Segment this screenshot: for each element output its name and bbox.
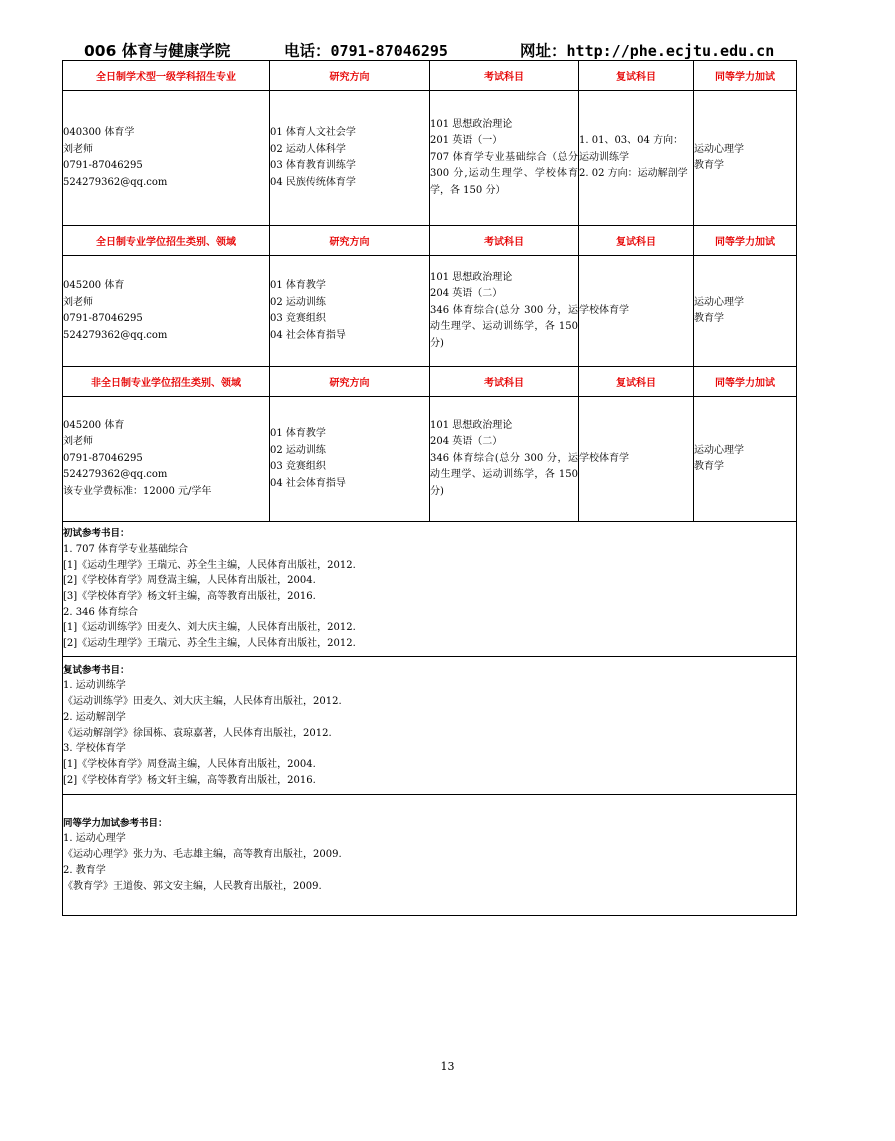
text-line: [1]《学校体育学》周登嵩主编，人民体育出版社，2004.	[63, 758, 316, 770]
text-line: 04 社会体育指导	[270, 329, 346, 341]
header-direction: 研究方向	[270, 61, 430, 91]
direction-cell	[270, 91, 430, 226]
section-content-row	[63, 397, 797, 522]
text-line: 346 体育综合(总分 300 分，运动生理学、运动训练学，各 150 分)	[430, 452, 578, 497]
header-exam: 考试科目	[430, 61, 579, 91]
section-content-row	[63, 91, 797, 226]
text-line: 01 体育教学	[270, 428, 326, 439]
text-line: 04 民族传统体育学	[270, 176, 356, 188]
retest-cell	[579, 256, 694, 367]
text-line: [1]《运动训练学》田麦久、刘大庆主编，人民体育出版社，2012.	[63, 622, 356, 634]
header-retest: 复试科目	[579, 61, 694, 91]
header-retest: 复试科目	[579, 367, 694, 397]
retest-cell	[579, 397, 694, 522]
text-line: 《运动训练学》田麦久、刘大庆主编，人民体育出版社，2012.	[63, 696, 342, 708]
exam-cell	[430, 256, 579, 367]
text-line: 学校体育学	[579, 452, 629, 464]
text-line: 该专业学费标准：12000 元/学年	[63, 485, 212, 497]
text-line: 03 竞赛组织	[270, 461, 326, 472]
text-line: 204 英语（二）	[430, 436, 503, 448]
text-line: 2. 346 体育综合	[63, 606, 138, 618]
header-major: 全日制学术型一级学科招生专业	[63, 61, 270, 91]
extra-cell	[694, 91, 797, 226]
text-line: 《教育学》王道俊、郭文安主编，人民教育出版社，2009.	[63, 880, 322, 892]
text-line: 04 社会体育指导	[270, 477, 346, 489]
initial-books-list	[63, 542, 796, 652]
header-extra: 同等学力加试	[694, 226, 797, 256]
text-line: 2. 运动解剖学	[63, 711, 126, 723]
direction-cell	[270, 256, 430, 367]
retest-cell	[579, 91, 694, 226]
extra-books-row	[63, 795, 797, 916]
section-header-row	[63, 226, 797, 256]
text-line: 教育学	[694, 461, 724, 472]
initial-books-row	[63, 522, 797, 657]
retest-books-title: 复试参考书目：	[63, 664, 130, 676]
text-line: 教育学	[694, 160, 724, 171]
text-line: 204 英语（二）	[430, 288, 503, 300]
text-line: 1. 707 体育学专业基础综合	[63, 543, 188, 555]
text-line: [3]《学校体育学》杨文轩主编，高等教育出版社，2016.	[63, 591, 316, 602]
text-line: 3. 学校体育学	[63, 743, 126, 755]
header-exam: 考试科目	[430, 226, 579, 256]
extra-books-list	[63, 831, 796, 894]
text-line: 刘老师	[63, 436, 93, 448]
section-content-row	[63, 256, 797, 367]
header-exam: 考试科目	[430, 367, 579, 397]
header-major: 非全日制专业学位招生类别、领域	[63, 367, 270, 397]
exam-cell	[430, 397, 579, 522]
extra-books-cell	[63, 795, 797, 916]
text-line: 040300 体育学	[63, 127, 135, 138]
header-major: 全日制专业学位招生类别、领域	[63, 226, 270, 256]
admission-table	[62, 60, 797, 916]
phone-info	[284, 39, 448, 61]
section-header-row	[63, 367, 797, 397]
text-line: 教育学	[694, 313, 724, 324]
direction-cell	[270, 397, 430, 522]
phone-label: 电话：	[284, 42, 331, 60]
extra-cell	[694, 397, 797, 522]
text-line: 2. 02 方向：运动解剖学	[579, 168, 688, 180]
text-line: 1. 运动心理学	[63, 833, 126, 845]
text-line: 524279362@qq.com	[63, 329, 168, 341]
text-line: 运动心理学	[694, 143, 744, 155]
text-line: [1]《运动生理学》王瑞元、苏全生主编，人民体育出版社，2012.	[63, 559, 356, 571]
website-url[interactable]: http://phe.ecjtu.edu.cn	[566, 42, 775, 60]
text-line: 201 英语（一）	[430, 135, 503, 147]
retest-books-cell	[63, 657, 797, 795]
text-line: 524279362@qq.com	[63, 469, 168, 481]
text-line: 524279362@qq.com	[63, 176, 168, 188]
text-line: 0791-87046295	[63, 452, 143, 464]
text-line: 03 体育教育训练学	[270, 160, 356, 171]
department-title: 006 体育与健康学院	[84, 42, 231, 60]
extra-cell	[694, 256, 797, 367]
text-line: 2. 教育学	[63, 864, 106, 876]
text-line: 03 竞赛组织	[270, 313, 326, 324]
retest-books-row	[63, 657, 797, 795]
major-cell	[63, 256, 270, 367]
text-line: 《运动心理学》张力为、毛志雄主编，高等教育出版社，2009.	[63, 849, 342, 861]
text-line: 《运动解剖学》徐国栋、袁琼嘉著，人民体育出版社，2012.	[63, 727, 332, 739]
text-line: [2]《学校体育学》杨文轩主编，高等教育出版社，2016.	[63, 774, 316, 786]
extra-books-title: 同等学力加试参考书目：	[63, 817, 168, 829]
text-line: 运动心理学	[694, 444, 744, 456]
section-header-row	[63, 61, 797, 91]
header-extra: 同等学力加试	[694, 61, 797, 91]
text-line: 0791-87046295	[63, 160, 143, 171]
text-line: 运动心理学	[694, 296, 744, 308]
text-line: 02 运动训练	[270, 444, 326, 456]
text-line: 045200 体育	[63, 419, 125, 431]
text-line: 刘老师	[63, 296, 93, 308]
header-retest: 复试科目	[579, 226, 694, 256]
major-cell	[63, 91, 270, 226]
website-label: 网址：	[520, 42, 567, 60]
text-line: [2]《运动生理学》王瑞元、苏全生主编，人民体育出版社，2012.	[63, 638, 356, 650]
text-line: 01 体育教学	[270, 280, 326, 291]
text-line: 045200 体育	[63, 280, 125, 291]
text-line: 101 思想政治理论	[430, 271, 513, 283]
text-line: [2]《学校体育学》周登嵩主编，人民体育出版社，2004.	[63, 575, 316, 587]
text-line: 346 体育综合(总分 300 分，运动生理学、运动训练学，各 150 分)	[430, 304, 578, 349]
header-direction: 研究方向	[270, 367, 430, 397]
retest-books-list	[63, 678, 796, 788]
header-direction: 研究方向	[270, 226, 430, 256]
initial-books-title: 初试参考书目：	[63, 528, 130, 540]
text-line: 707 体育学专业基础综合（总分 300 分,运动生理学、学校体育学，各 150 分）	[430, 151, 578, 196]
text-line: 1. 01、03、04 方向：运动训练学	[579, 135, 684, 163]
page-header	[62, 39, 796, 59]
text-line: 学校体育学	[579, 304, 629, 316]
text-line: 0791-87046295	[63, 313, 143, 324]
phone-number: 0791-87046295	[330, 42, 448, 60]
exam-cell	[430, 91, 579, 226]
header-extra: 同等学力加试	[694, 367, 797, 397]
text-line: 101 思想政治理论	[430, 419, 513, 431]
initial-books-cell	[63, 522, 797, 657]
text-line: 1. 运动训练学	[63, 680, 126, 692]
page-number: 13	[440, 1060, 455, 1073]
text-line: 02 运动训练	[270, 296, 326, 308]
text-line: 02 运动人体科学	[270, 143, 346, 155]
website-info	[520, 39, 774, 61]
text-line: 101 思想政治理论	[430, 118, 513, 130]
text-line: 01 体育人文社会学	[270, 127, 356, 138]
text-line: 刘老师	[63, 143, 93, 155]
major-cell	[63, 397, 270, 522]
